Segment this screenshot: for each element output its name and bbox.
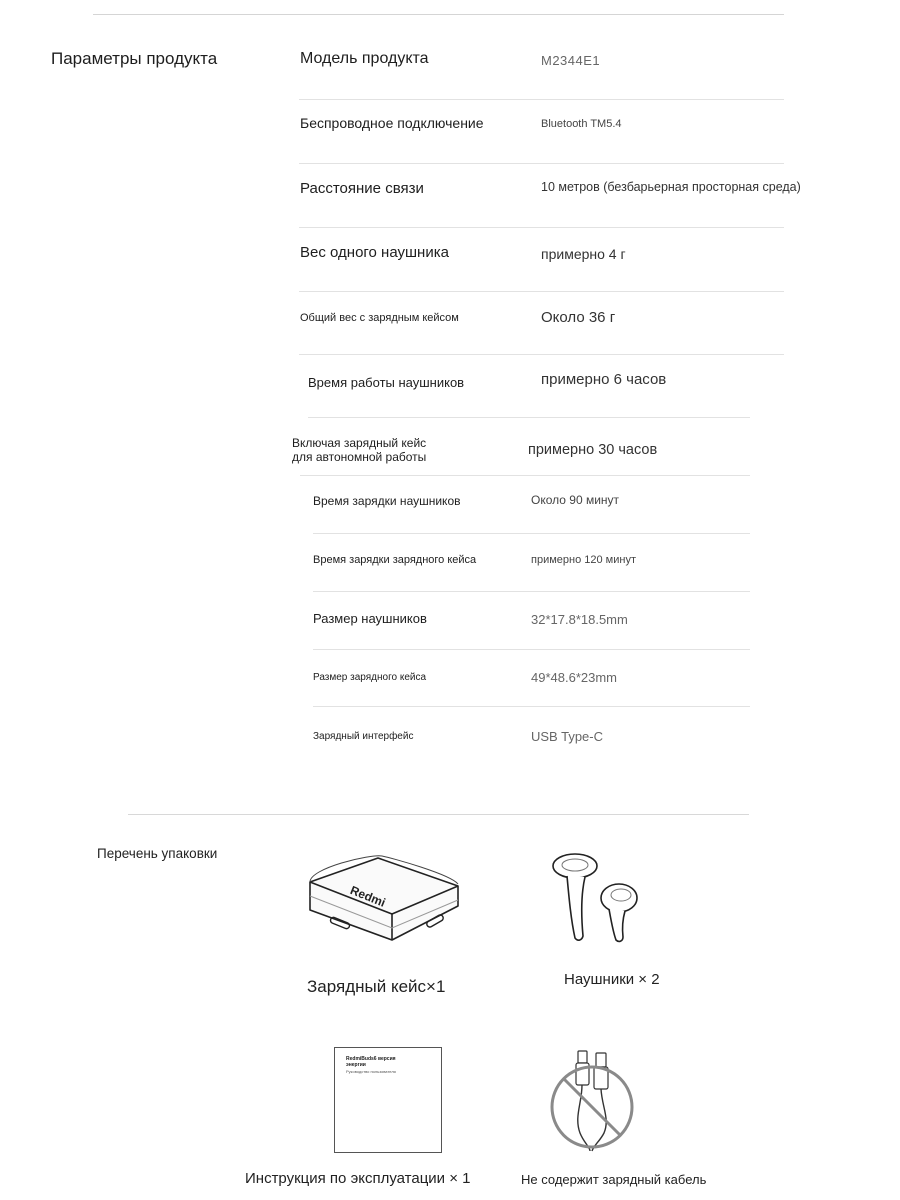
spec-label-earbud-battery: Время работы наушников [308, 375, 465, 390]
spec-label-total-battery [292, 436, 426, 464]
no-cable-caption: Не содержит зарядный кабель [521, 1172, 707, 1187]
no-cable-image [546, 1047, 638, 1153]
package-section-title: Перечень упаковки [97, 846, 218, 861]
spec-value-wireless: Bluetooth TM5.4 [541, 118, 622, 130]
spec-value-charging-port: USB Type-C [531, 729, 604, 744]
row-divider [313, 591, 750, 592]
manual-title-line2: энергии [346, 1062, 366, 1068]
row-divider [300, 475, 750, 476]
row-divider [308, 417, 750, 418]
spec-value-earbud-battery: примерно 6 часов [541, 371, 667, 388]
spec-label-model: Модель продукта [300, 50, 429, 67]
spec-value-model: M2344E1 [541, 53, 601, 68]
spec-label-earbud-charge-time: Время зарядки наушников [313, 494, 461, 508]
charging-case-image [300, 848, 470, 968]
spec-value-earbud-weight: примерно 4 г [541, 246, 626, 262]
spec-value-earbud-charge-time: Около 90 минут [531, 493, 620, 507]
row-divider [299, 354, 784, 355]
spec-value-case-size: 49*48.6*23mm [531, 670, 617, 685]
spec-label-total-weight: Общий вес с зарядным кейсом [300, 312, 459, 324]
spec-label-case-size: Размер зарядного кейса [313, 672, 427, 683]
spec-label-charging-port: Зарядный интерфейс [313, 731, 414, 742]
specs-section-title: Параметры продукта [51, 49, 218, 68]
spec-value-total-weight: Около 36 г [541, 309, 616, 326]
spec-label-case-charge-time: Время зарядки зарядного кейса [313, 554, 477, 566]
row-divider [299, 291, 784, 292]
manual-caption: Инструкция по эксплуатации × 1 [245, 1170, 471, 1187]
top-divider [93, 14, 784, 15]
manual-title [346, 1056, 396, 1068]
section-divider [128, 814, 749, 815]
spec-value-range: 10 метров (безбарьерная просторная среда) [541, 180, 801, 194]
spec-label-earbud-size: Размер наушников [313, 611, 427, 626]
row-divider [313, 533, 750, 534]
spec-value-total-battery: примерно 30 часов [528, 442, 658, 458]
row-divider [313, 649, 750, 650]
earbuds-image [545, 848, 645, 948]
spec-label-total-battery-line2: для автономной работы [292, 450, 427, 464]
charging-case-caption: Зарядный кейс×1 [307, 977, 446, 996]
row-divider [299, 227, 784, 228]
spec-value-earbud-size: 32*17.8*18.5mm [531, 612, 628, 627]
spec-value-case-charge-time: примерно 120 минут [531, 554, 636, 566]
row-divider [313, 706, 750, 707]
row-divider [299, 163, 784, 164]
manual-title-line1: RedmiBuds6 версия [346, 1056, 396, 1062]
earbuds-caption: Наушники × 2 [564, 971, 660, 988]
manual-subtitle: Руководство пользователя [346, 1069, 396, 1074]
redmi-logo-text: Redmi [348, 883, 388, 910]
spec-label-wireless: Беспроводное подключение [300, 115, 484, 131]
spec-label-total-battery-line1: Включая зарядный кейс [292, 436, 427, 450]
spec-label-range: Расстояние связи [300, 180, 424, 197]
spec-label-earbud-weight: Вес одного наушника [300, 244, 449, 261]
row-divider [299, 99, 784, 100]
manual-image [334, 1047, 442, 1153]
